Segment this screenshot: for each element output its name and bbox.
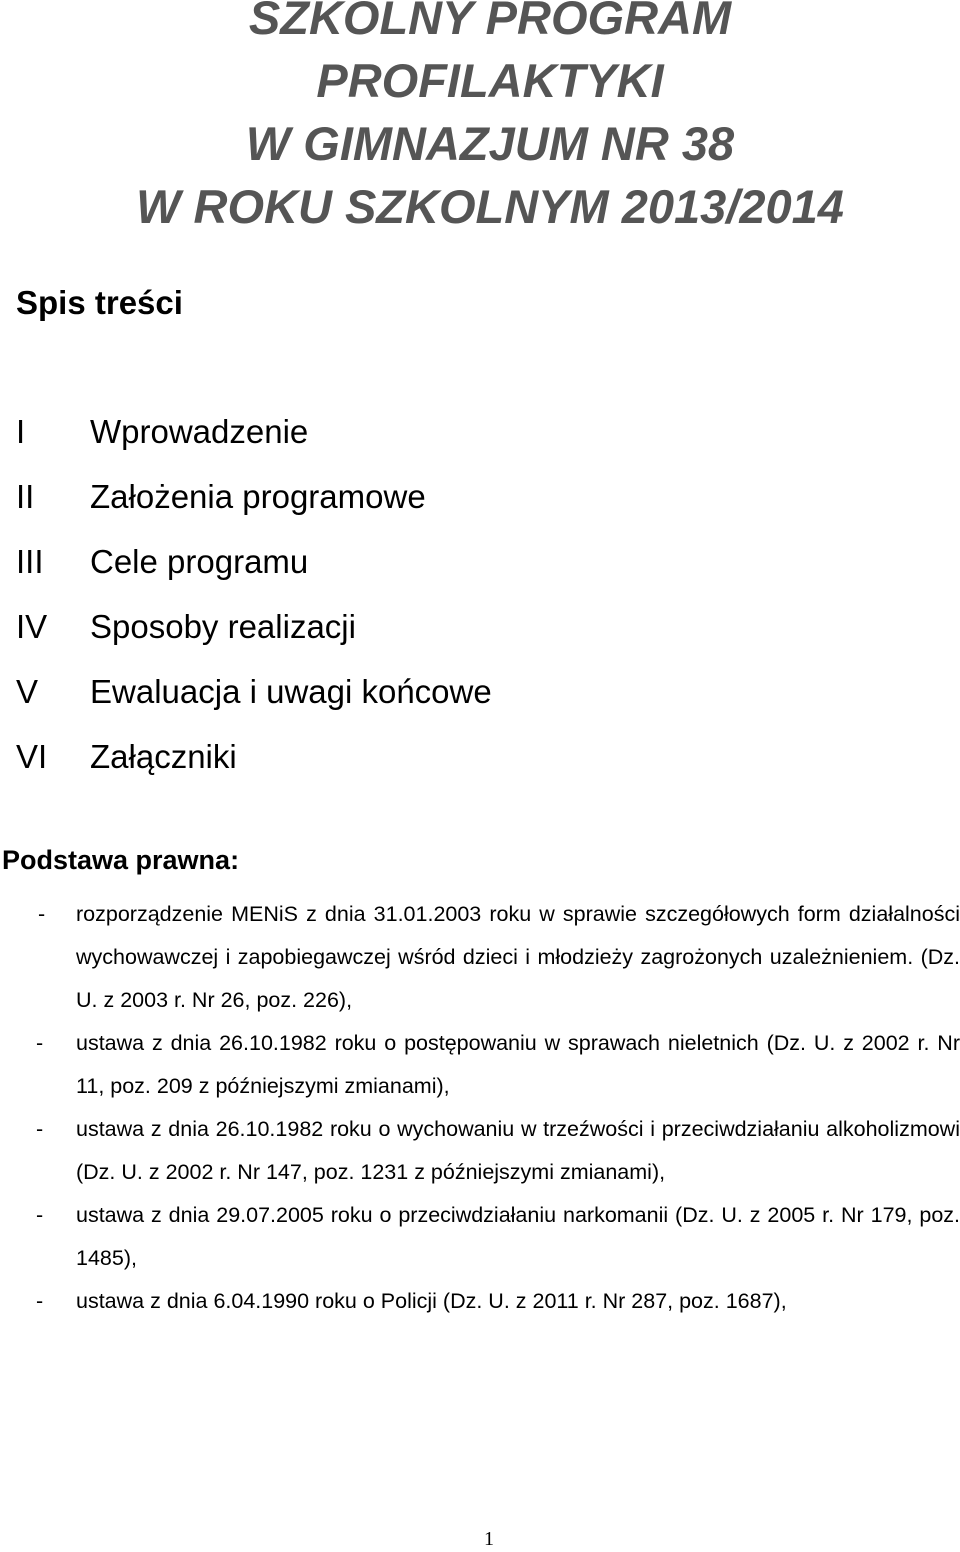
- toc-item-label: Założenia programowe: [90, 478, 426, 515]
- legal-basis-text: ustawa z dnia 29.07.2005 roku o przeciwdziałaniu narkomanii (Dz. U. z 2005 r. Nr 179, poz. 1485),: [76, 1203, 960, 1270]
- toc-heading: Spis treści: [16, 284, 183, 321]
- legal-basis-item: [0, 1022, 960, 1108]
- toc-item-number: II: [16, 478, 35, 515]
- toc-item-number: V: [16, 673, 39, 710]
- legal-basis-item: [0, 1280, 960, 1323]
- title-line: W ROKU SZKOLNYM 2013/2014: [136, 180, 844, 233]
- title-line: PROFILAKTYKI: [316, 54, 664, 107]
- legal-basis-item: [0, 1108, 960, 1194]
- legal-basis-heading: Podstawa prawna:: [2, 845, 240, 875]
- toc-item: [16, 406, 492, 471]
- toc-item-label: Wprowadzenie: [90, 413, 309, 450]
- toc-item: [16, 536, 492, 601]
- list-bullet: -: [36, 1203, 44, 1227]
- legal-basis-item: [0, 893, 960, 1022]
- legal-basis-list: [0, 893, 960, 1323]
- page-number: 1: [484, 1528, 494, 1550]
- toc-item-label: Cele programu: [90, 543, 309, 580]
- list-bullet: -: [36, 1289, 44, 1313]
- toc-item: [16, 731, 492, 796]
- toc-item-number: IV: [16, 608, 48, 645]
- toc-item: [16, 601, 492, 666]
- table-of-contents: [16, 406, 492, 796]
- toc-item-number: VI: [16, 738, 48, 775]
- list-bullet: -: [36, 1031, 44, 1055]
- list-bullet: -: [38, 902, 46, 926]
- toc-item-label: Sposoby realizacji: [90, 608, 356, 645]
- title-line: W GIMNAZJUM NR 38: [245, 117, 735, 170]
- legal-basis-item: [0, 1194, 960, 1280]
- title-line: SZKOLNY PROGRAM: [248, 0, 732, 44]
- toc-item: [16, 471, 492, 536]
- toc-item-label: Ewaluacja i uwagi końcowe: [90, 673, 492, 710]
- legal-basis-text: ustawa z dnia 26.10.1982 roku o wychowaniu w trzeźwości i przeciwdziałaniu alkoholizmowi (Dz. U. z 2002 r. Nr 147, poz. 1231 z późniejszymi zmianami),: [76, 1117, 960, 1184]
- toc-item: [16, 666, 492, 731]
- list-bullet: -: [36, 1117, 44, 1141]
- document-title: [0, 0, 960, 238]
- legal-basis-text: ustawa z dnia 6.04.1990 roku o Policji (Dz. U. z 2011 r. Nr 287, poz. 1687),: [76, 1289, 787, 1313]
- toc-item-label: Załączniki: [90, 738, 237, 775]
- legal-basis-text: rozporządzenie MENiS z dnia 31.01.2003 roku w sprawie szczegółowych form działalności wychowawczej i zapobiegawczej wśród dzieci i młodzieży zagrożonych uzależnieniem. (Dz. U. z 2003 r. Nr 26, poz. 226),: [76, 902, 960, 1012]
- toc-item-number: III: [16, 543, 44, 580]
- legal-basis-text: ustawa z dnia 26.10.1982 roku o postępowaniu w sprawach nieletnich (Dz. U. z 2002 r. Nr 11, poz. 209 z późniejszymi zmianami),: [76, 1031, 960, 1098]
- toc-item-number: I: [16, 413, 26, 450]
